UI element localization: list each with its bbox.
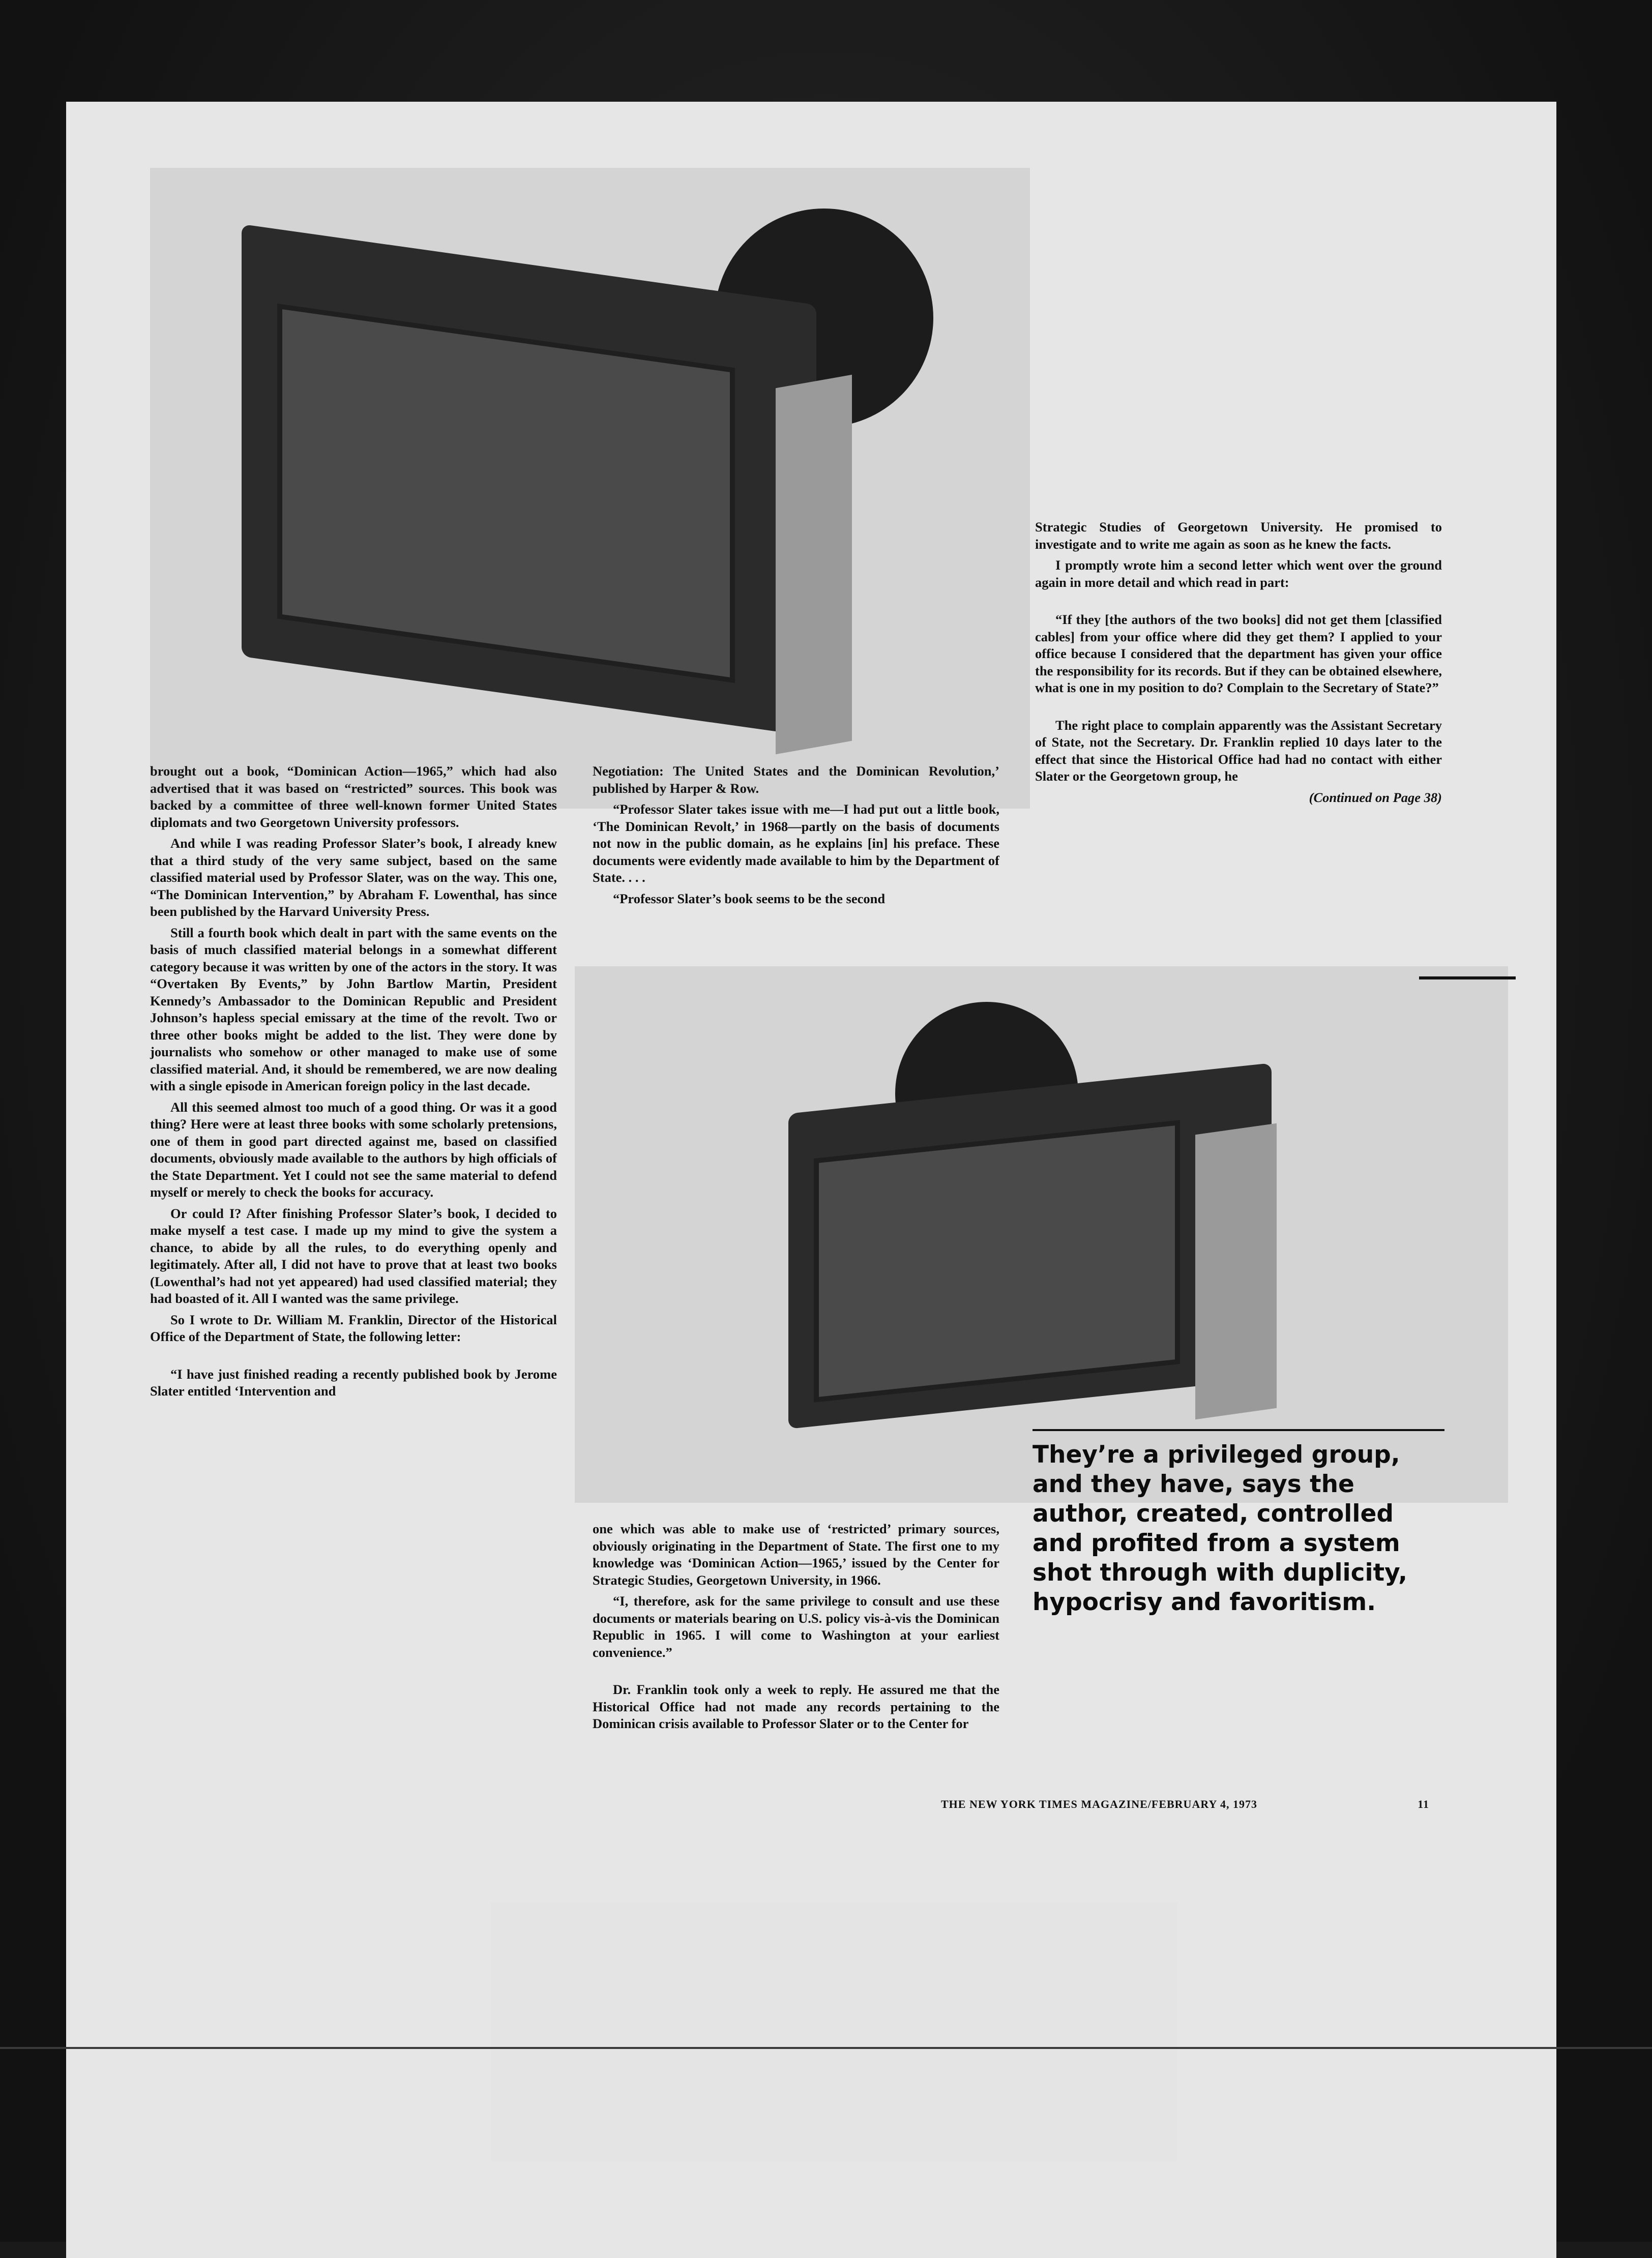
article-column-2-bottom — [593, 1521, 999, 1737]
scan-line — [0, 2047, 1652, 2049]
col2-paragraph: one which was able to make use of ‘restricted’ primary sources, obviously originating in the Department of State. The first one to my knowledge was ‘Dominican Action—1965,’ issued by the Center for Strategic Studies, Georgetown University, in 1966. — [593, 1521, 999, 1588]
col2-paragraph: “Professor Slater takes issue with me—I had put out a little book, ‘The Dominican Revolt,’ in 1968—partly on the basis of documents not now in the public domain, as he explains [in] his preface. These documents were evidently made available to him by the Department of State. . . . — [593, 801, 999, 885]
article-column-2-top — [593, 763, 999, 911]
article-column-1 — [150, 763, 557, 1404]
col3-paragraph: Strategic Studies of Georgetown University. He promised to investigate and to write me again as soon as he knew the facts. — [1035, 519, 1442, 552]
continued-note: (Continued on Page 38) — [1309, 789, 1442, 805]
photo-top-box-face — [277, 304, 735, 683]
col1-paragraph: Or could I? After finishing Professor Slater’s book, I decided to make myself a test case. I made up my mind to give the system a chance, to abide by all the rules, to do everything openly and legitimately. After all, I did not have to prove that at least two books (Lowenthal’s had not yet appeared) had used classified material; they had boasted of it. All I wanted was the same privilege. — [150, 1205, 557, 1306]
col1-paragraph: And while I was reading Professor Slater’s book, I already knew that a third study of the very same subject, based on the same classified material used by Professor Slater, was on the way. This one, “The Dominican Intervention,” by Abraham F. Lowenthal, has since been published by the Harvard University Press. — [150, 836, 557, 919]
col1-paragraph: Still a fourth book which dealt in part with the same events on the basis of much classified material belongs in a somewhat different category because it was written by one of the actors in the story. It was “Overtaken By Events,” by John Bartlow Martin, President Kennedy’s Ambassador to the Dominican Republic and President Johnson’s hapless special emissary at the time of the revolt. Two or three other books might be added to the list. They were done by journalists who somehow or other managed to make use of some classified material. And, it should be remembered, we are now dealing with a single episode in American foreign policy in the last decade. — [150, 925, 557, 1093]
col2-paragraph: Dr. Franklin took only a week to reply. He assured me that the Historical Office had not made any records pertaining to the Dominican crisis available to Professor Slater or to the Center for — [593, 1682, 999, 1731]
photo-top — [150, 168, 1030, 809]
pull-quote: They’re a privileged group, and they have, says the author, created, controlled and profited from a system shot through with duplicity, hypocrisy and favoritism. — [1032, 1429, 1444, 1617]
scan-mark — [1419, 976, 1516, 979]
col1-paragraph: All this seemed almost too much of a good thing. Or was it a good thing? Here were at least three books with some scholarly pretensions, one of them in good part directed against me, based on classified documents, obviously made available to the authors by high officials of the State Department. Yet I could not see the same material to defend myself or merely to check the books for accuracy. — [150, 1099, 557, 1200]
col1-paragraph: brought out a book, “Dominican Action—1965,” which had also advertised that it was based on “restricted” sources. This book was backed by a committee of three well-known former United States diplomats and two Georgetown University professors. — [150, 763, 557, 830]
folio-line — [941, 1798, 1429, 1811]
col3-paragraph: I promptly wrote him a second letter which went over the ground again in more detail and which read in part: — [1035, 557, 1442, 590]
col2-paragraph: Negotiation: The United States and the Dominican Revolution,’ published by Harper & Row. — [593, 763, 999, 796]
col2-paragraph: “Professor Slater’s book seems to be the second — [613, 890, 886, 906]
col1-paragraph: “I have just finished reading a recently published book by Jerome Slater entitled ‘Intervention and — [150, 1366, 557, 1399]
folio-page-number: 11 — [1418, 1798, 1429, 1810]
blank-slip — [491, 1902, 1177, 2161]
col3-paragraph: “If they [the authors of the two books] did not get them [classified cables] from your office where did they get them? I applied to your office because I considered that the department has given your office the responsibility for its records. But if they can be obtained elsewhere, what is one in my position to do? Complain to the Secretary of State?” — [1035, 612, 1442, 695]
col2-paragraph: “I, therefore, ask for the same privilege to consult and use these documents or materials bearing on U.S. policy vis-à-vis the Dominican Republic in 1965. I will come to Washington at your earliest convenience.” — [593, 1593, 999, 1660]
col3-paragraph: The right place to complain apparently was the Assistant Secretary of State, not the Secretary. Dr. Franklin replied 10 days later to the effect that since the Historical Office had had no contact with either Slater or the Georgetown group, he — [1035, 717, 1442, 784]
photo-top-box-side — [776, 375, 852, 754]
photo-bottom-box-face — [814, 1120, 1180, 1403]
article-column-3 — [1035, 519, 1442, 810]
col1-paragraph: So I wrote to Dr. William M. Franklin, Director of the Historical Office of the Department of State, the following letter: — [150, 1312, 557, 1344]
photo-bottom-box-side — [1195, 1123, 1277, 1419]
folio-publication: THE NEW YORK TIMES MAGAZINE/FEBRUARY 4, 1973 — [941, 1798, 1258, 1810]
photo-bottom — [575, 966, 1508, 1503]
